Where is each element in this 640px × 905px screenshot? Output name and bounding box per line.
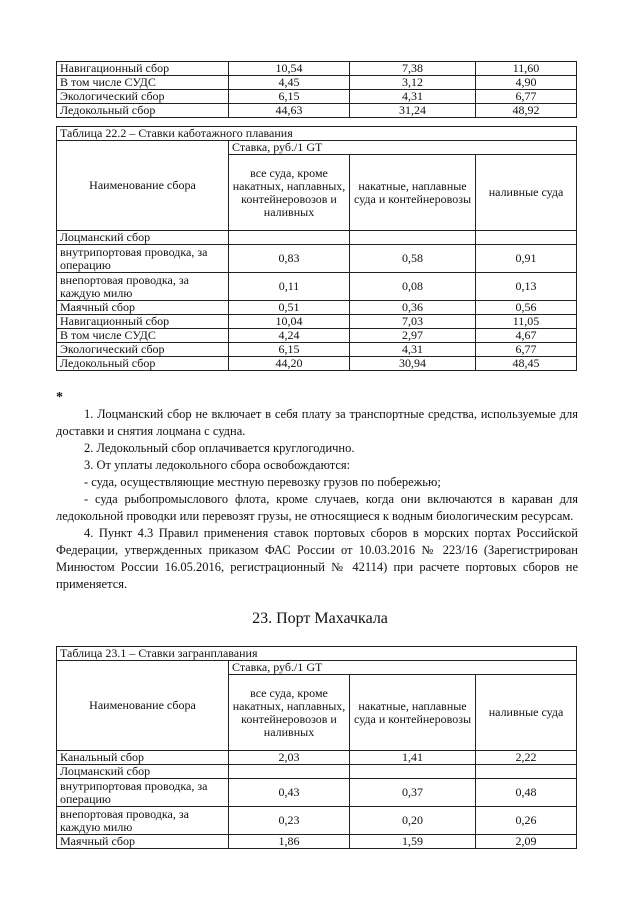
table-header-row: [57, 141, 577, 155]
cell-value: 44,20: [229, 357, 350, 371]
table-row: [57, 62, 577, 76]
row-name: Навигационный сбор: [57, 62, 229, 76]
table-caption-row: [57, 647, 577, 661]
cell-value: 0,08: [350, 273, 476, 301]
table-row: [57, 273, 577, 301]
column-header-name: Наименование сбора: [57, 141, 229, 231]
table-header-row: [57, 661, 577, 675]
column-header: накатные, наплавные суда и контейнеровозы: [350, 155, 476, 231]
table-row: [57, 301, 577, 315]
cell-value: 1,86: [229, 835, 350, 849]
table-row: [57, 343, 577, 357]
table-row: [57, 357, 577, 371]
cell-value: 0,43: [229, 779, 350, 807]
table-row: [57, 835, 577, 849]
cell-value: 6,15: [229, 90, 350, 104]
note-2: 2. Ледокольный сбор оплачивается круглогодично.: [84, 441, 355, 455]
cell-value: 0,83: [229, 245, 350, 273]
table-row: [57, 104, 577, 118]
rate-header: Ставка, руб./1 GT: [229, 661, 577, 675]
cell-value: 4,67: [476, 329, 577, 343]
table-row: [57, 329, 577, 343]
cell-value: 0,36: [350, 301, 476, 315]
table-caption: Таблица 22.2 – Ставки каботажного плавания: [57, 127, 577, 141]
note-3-item-b: - суда рыбопромыслового флота, кроме случаев, когда они включаются в караван для ледокольной проводки или перевозят грузы, не относящиеся к водным биологическим ресурсам.: [56, 492, 578, 523]
cell-value: 0,51: [229, 301, 350, 315]
table-row: [57, 315, 577, 329]
cell-value: 48,45: [476, 357, 577, 371]
row-name: Лоцманский сбор: [57, 231, 229, 245]
cell-value: 0,91: [476, 245, 577, 273]
row-name: внутрипортовая проводка, за операцию: [57, 245, 229, 273]
cell-value: 4,90: [476, 76, 577, 90]
cell-value: 7,03: [350, 315, 476, 329]
column-header: все суда, кроме накатных, наплавных, контейнеровозов и наливных: [229, 155, 350, 231]
cell-value: 10,54: [229, 62, 350, 76]
row-name: Маячный сбор: [57, 301, 229, 315]
rate-header: Ставка, руб./1 GT: [229, 141, 577, 155]
cell-value: 4,31: [350, 343, 476, 357]
cell-value: 44,63: [229, 104, 350, 118]
cell-value: 2,09: [476, 835, 577, 849]
row-name: Экологический сбор: [57, 343, 229, 357]
row-name: внепортовая проводка, за каждую милю: [57, 273, 229, 301]
row-name: внепортовая проводка, за каждую милю: [57, 807, 229, 835]
column-header: наливные суда: [476, 675, 577, 751]
note-1: 1. Лоцманский сбор не включает в себя плату за транспортные средства, используемые для доставки и снятия лоцмана с судна.: [56, 407, 578, 438]
cell-value: 11,60: [476, 62, 577, 76]
section-title: 23. Порт Махачкала: [252, 610, 388, 627]
cell-value: 4,31: [350, 90, 476, 104]
row-name: В том числе СУДС: [57, 76, 229, 90]
table-22-2: [56, 126, 577, 371]
cell-value: 0,20: [350, 807, 476, 835]
cell-value: 0,23: [229, 807, 350, 835]
table-group-row: [57, 231, 577, 245]
table-row: [57, 245, 577, 273]
note-3-item-a: - суда, осуществляющие местную перевозку грузов по побережью;: [84, 475, 441, 489]
column-header: наливные суда: [476, 155, 577, 231]
cell-value: 7,38: [350, 62, 476, 76]
row-name: Экологический сбор: [57, 90, 229, 104]
cell-value: 30,94: [350, 357, 476, 371]
cell-value: 6,77: [476, 90, 577, 104]
table-row: [57, 779, 577, 807]
table-top-continuation: [56, 61, 577, 118]
table-row: [57, 751, 577, 765]
notes-block: [56, 406, 578, 593]
footnote-star: *: [56, 390, 63, 405]
cell-value: 0,11: [229, 273, 350, 301]
cell-value: 3,12: [350, 76, 476, 90]
cell-value: 48,92: [476, 104, 577, 118]
row-name: Ледокольный сбор: [57, 104, 229, 118]
table-group-row: [57, 765, 577, 779]
table-row: [57, 76, 577, 90]
table-caption: Таблица 23.1 – Ставки загранплавания: [57, 647, 577, 661]
row-name: Лоцманский сбор: [57, 765, 229, 779]
row-name: Маячный сбор: [57, 835, 229, 849]
cell-value: 0,56: [476, 301, 577, 315]
row-name: Навигационный сбор: [57, 315, 229, 329]
cell-value: 1,41: [350, 751, 476, 765]
column-header-name: Наименование сбора: [57, 661, 229, 751]
cell-value: 0,26: [476, 807, 577, 835]
cell-value: 2,22: [476, 751, 577, 765]
row-name: Канальный сбор: [57, 751, 229, 765]
row-name: Ледокольный сбор: [57, 357, 229, 371]
note-3: 3. От уплаты ледокольного сбора освобождаются:: [84, 458, 351, 472]
cell-value: 6,15: [229, 343, 350, 357]
table-caption-row: [57, 127, 577, 141]
cell-value: 1,59: [350, 835, 476, 849]
table-23-1: [56, 646, 577, 849]
cell-value: 0,58: [350, 245, 476, 273]
cell-value: 31,24: [350, 104, 476, 118]
cell-value: 4,45: [229, 76, 350, 90]
cell-value: 2,97: [350, 329, 476, 343]
row-name: В том числе СУДС: [57, 329, 229, 343]
column-header: все суда, кроме накатных, наплавных, контейнеровозов и наливных: [229, 675, 350, 751]
cell-value: 10,04: [229, 315, 350, 329]
table-row: [57, 90, 577, 104]
cell-value: 6,77: [476, 343, 577, 357]
cell-value: 0,48: [476, 779, 577, 807]
cell-value: 2,03: [229, 751, 350, 765]
row-name: внутрипортовая проводка, за операцию: [57, 779, 229, 807]
column-header: накатные, наплавные суда и контейнеровозы: [350, 675, 476, 751]
table-row: [57, 807, 577, 835]
cell-value: 0,13: [476, 273, 577, 301]
cell-value: 4,24: [229, 329, 350, 343]
cell-value: 11,05: [476, 315, 577, 329]
cell-value: 0,37: [350, 779, 476, 807]
note-4: 4. Пункт 4.3 Правил применения ставок портовых сборов в морских портах Российской Федерации, утвержденных приказом ФАС России от 10.03.2016 № 223/16 (Зарегистрирован Минюстом России 16.05.2016, регистрационный № 42114) при расчете портовых сборов не применяется.: [56, 526, 578, 591]
